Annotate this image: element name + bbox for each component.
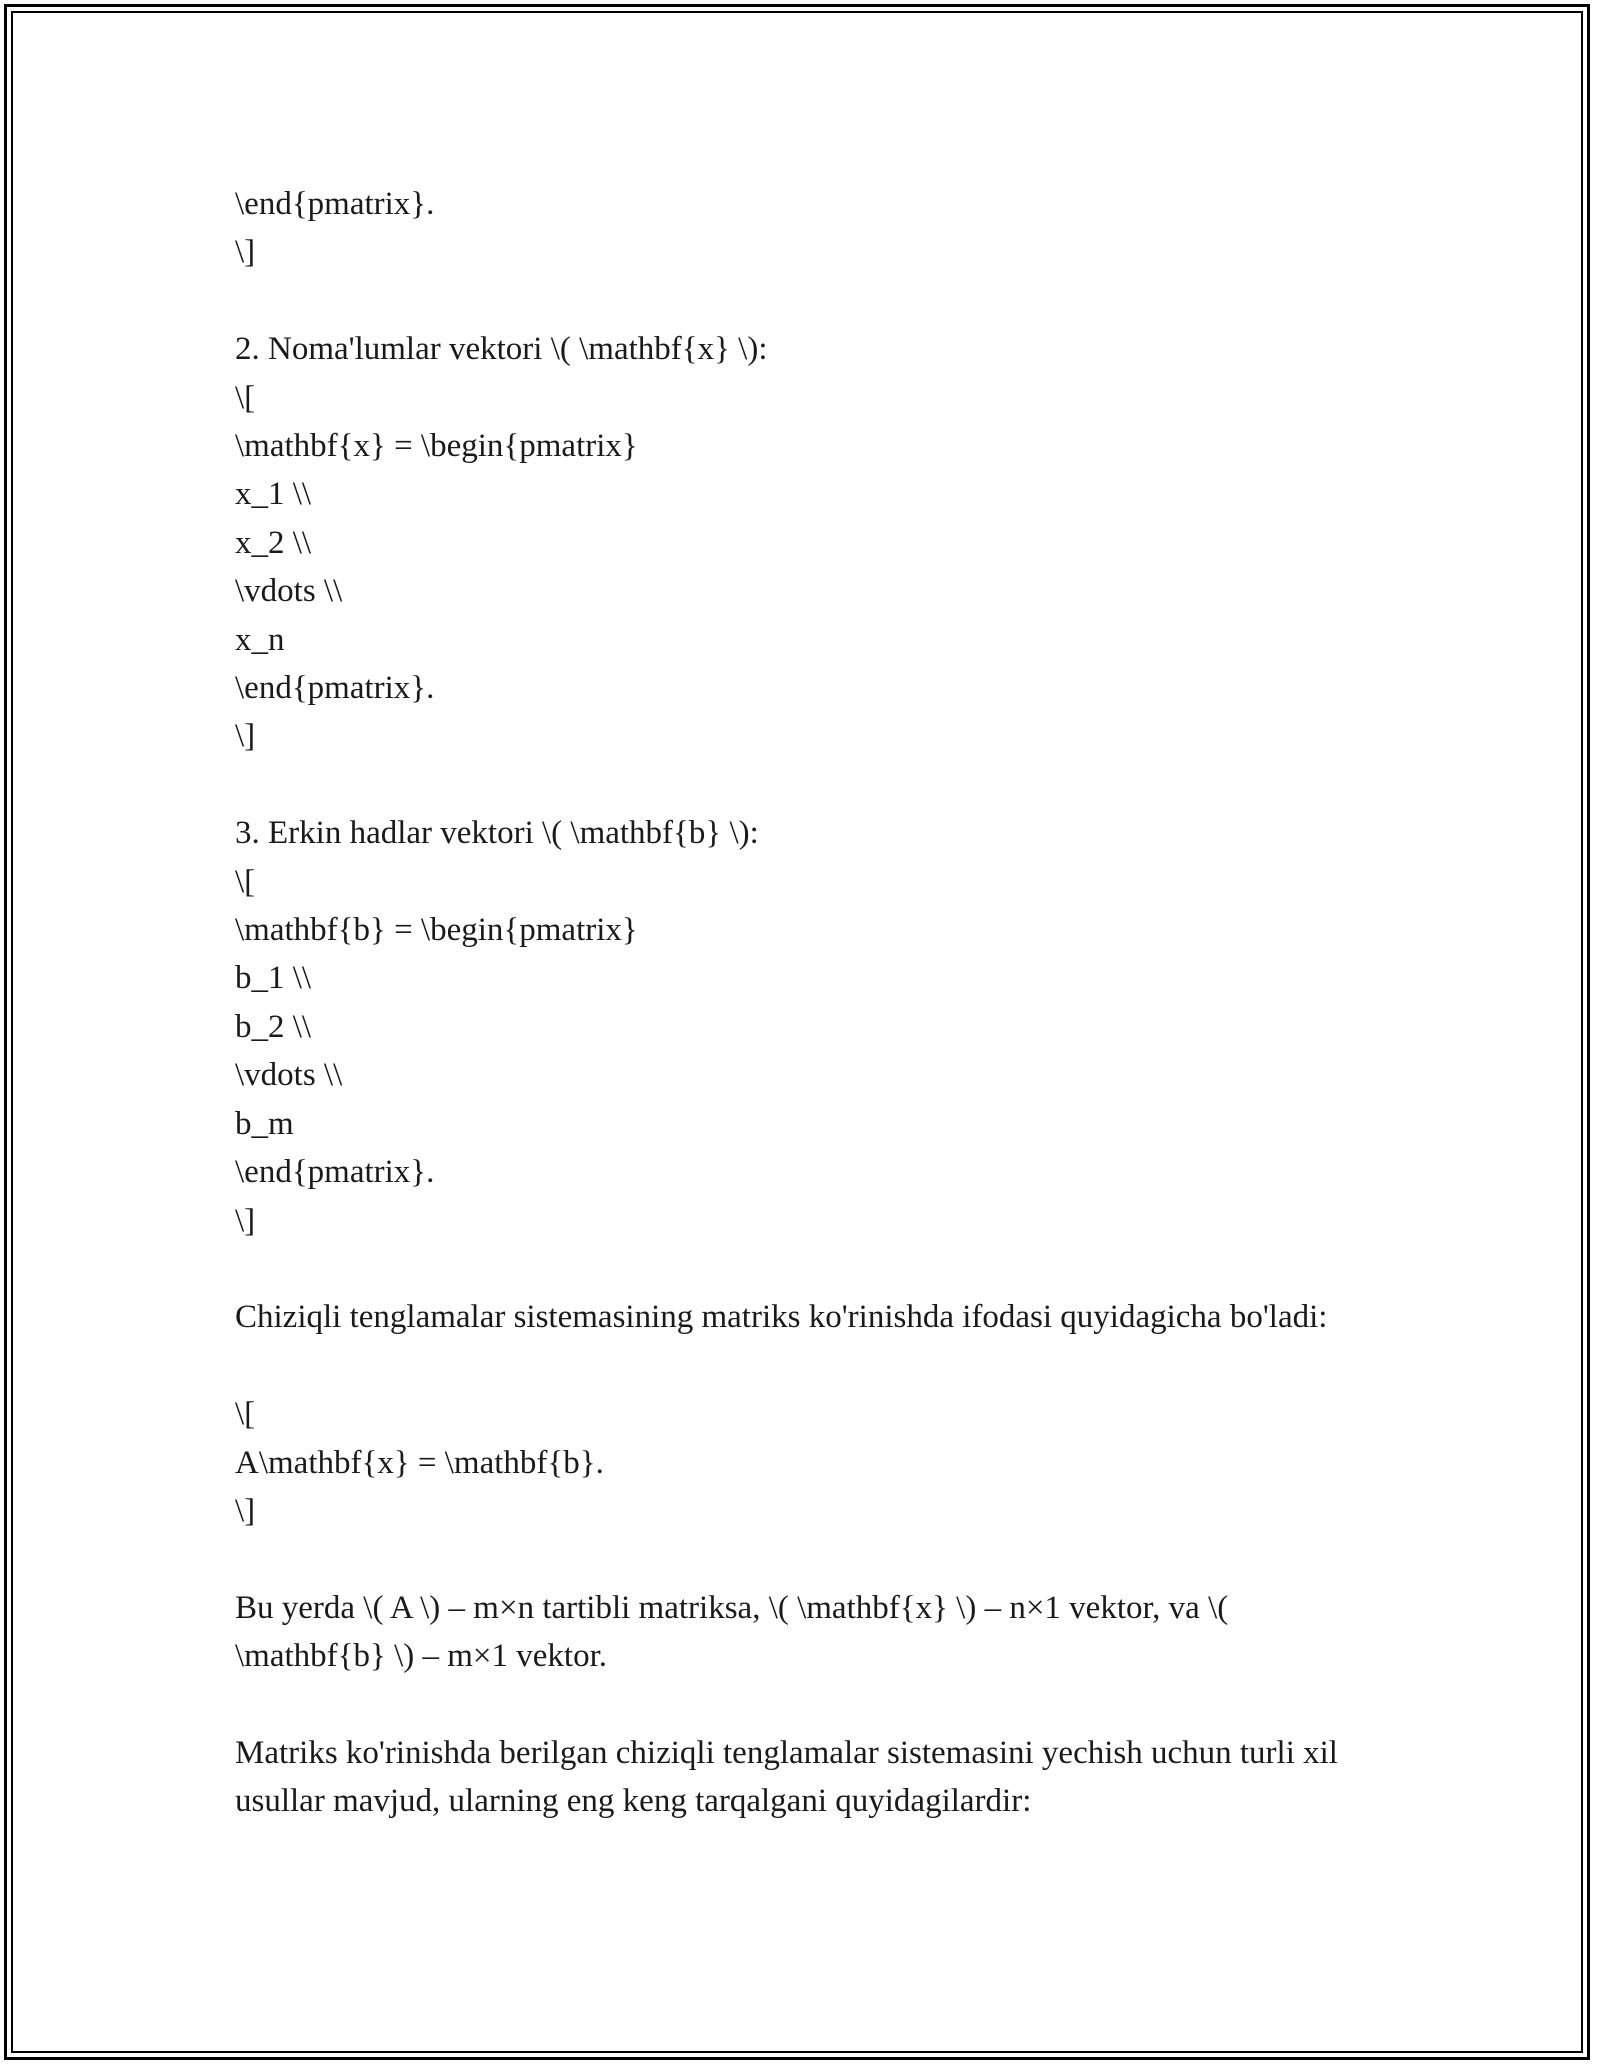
blank-line bbox=[235, 1245, 1365, 1293]
text-line: \vdots \\ bbox=[235, 573, 343, 610]
blank-line bbox=[235, 761, 1365, 809]
paragraph-system-form: Chiziqli tenglamalar sistemasining matriks ko'rinishda ifodasi quyidagicha bo'ladi: bbox=[235, 1299, 1328, 1336]
text-line: \] bbox=[235, 718, 256, 755]
text-line: \end{pmatrix}. bbox=[235, 1154, 435, 1191]
blank-line bbox=[235, 1535, 1365, 1583]
text-line: \end{pmatrix}. bbox=[235, 186, 435, 222]
text-line: x_n bbox=[235, 621, 285, 658]
text-line: \end{pmatrix}. bbox=[235, 670, 435, 707]
text-line: x_1 \\ bbox=[235, 476, 312, 513]
paragraph-definitions: Bu yerda \( A \) – m×n tartibli matriksa, \( \mathbf{x} \) – n×1 vektor, va \( \mathbf{b} \) – m×1 vektor. bbox=[235, 1589, 1237, 1675]
text-line: \[ bbox=[235, 1396, 256, 1433]
text-line: \[ bbox=[235, 863, 256, 900]
free-terms-vector-block bbox=[235, 809, 1365, 1245]
text-line: x_2 \\ bbox=[235, 524, 312, 561]
unknowns-vector-block bbox=[235, 325, 1365, 761]
text-line: \vdots \\ bbox=[235, 1057, 343, 1094]
text-line: \] bbox=[235, 234, 256, 271]
section-heading: 3. Erkin hadlar vektori \( \mathbf{b} \): bbox=[235, 815, 759, 852]
equation-block bbox=[235, 1390, 1365, 1535]
blank-line bbox=[235, 1342, 1365, 1390]
paragraph-methods: Matriks ko'rinishda berilgan chiziqli tenglamalar sistemasini yechish uchun turli xil usullar mavjud, ularning eng keng tarqalgani quyidagilardir: bbox=[235, 1734, 1347, 1820]
blank-line bbox=[235, 1681, 1365, 1729]
text-line: A\mathbf{x} = \mathbf{b}. bbox=[235, 1444, 604, 1481]
text-line: b_1 \\ bbox=[235, 960, 312, 997]
text-line: \mathbf{b} = \begin{pmatrix} bbox=[235, 912, 638, 949]
matrix-a-end-block bbox=[235, 180, 1365, 277]
text-line: \[ bbox=[235, 379, 256, 416]
blank-line bbox=[235, 277, 1365, 325]
text-line: \] bbox=[235, 1202, 256, 1239]
document-body bbox=[235, 180, 1365, 1826]
text-line: b_m bbox=[235, 1105, 294, 1142]
text-line: \] bbox=[235, 1492, 256, 1529]
text-line: \mathbf{x} = \begin{pmatrix} bbox=[235, 428, 638, 465]
section-heading: 2. Noma'lumlar vektori \( \mathbf{x} \): bbox=[235, 331, 768, 368]
text-line: b_2 \\ bbox=[235, 1008, 312, 1045]
